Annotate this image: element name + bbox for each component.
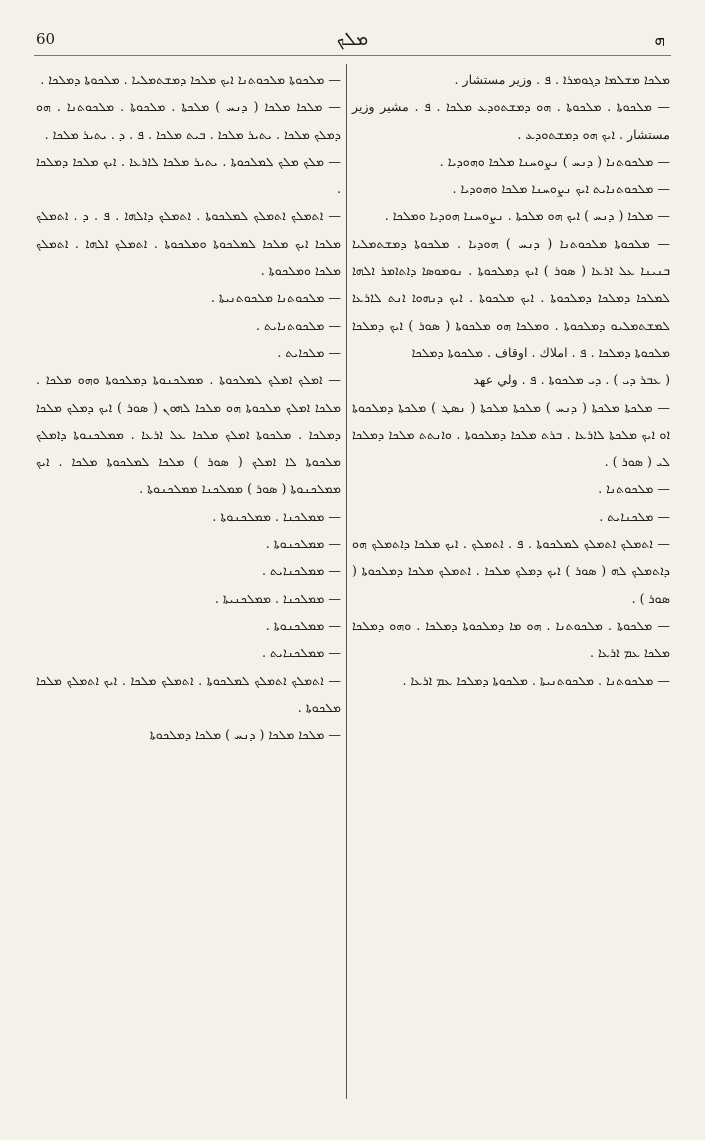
dictionary-entry: — ܡܠܟܘܬܢܐ . ܡܠܟܘܬܢܝܬܐ . ܡܠܟܘܬܐ ܕܡܠܟܐ ܥܡ ܐܪܥܐ . (402, 672, 670, 688)
dictionary-entry: — ܡܡܠܟܢܘܬܐ . (265, 536, 341, 552)
dictionary-entry: — ܡܠܟܘܬܢܐ . (598, 481, 670, 497)
dictionary-entry: — ܡܡܠܟܢܐ . ܡܡܠܟܢܝܬܐ . (214, 590, 341, 606)
dictionary-entry: — ܡܠܟܐ ( ܕܢܚ ) ܐܝܟ ܗܘ ܡܠܟܬܐ . ܢܨܘܚܢܐ ܗܘܕܝܐ ܘܡܠܟܐ . (384, 208, 670, 224)
dictionary-entry: — ܐܬܡܠܟ ܐܬܡܠܟ ܠܡܠܟܘܬܐ . ܐܬܡܠܟ ܕܐܠܗܐ . ܦ . ܕ . ܐܬܡܠܟ ܡܠܟܐ ܐܝܟ ܡܠܟܐ ܠܡܠܟܘܬܐ ܘܡܠܟܘܬܐ . ܐܬܡܠܟ ܐܠܗܐ . ܐܬܡܠܟ ܡܠܟܐ ܘܡܠܟܘܬܐ . (36, 208, 341, 279)
dictionary-entry: — ܡܠܟܘܬܢܐ ( ܕܢܚ ) ܢܨܘܚܢܐ ܡܠܟܐ ܘܗܘܕܝܐ . (439, 153, 670, 169)
dictionary-entry: ܡܠܟܐ ܡܫܠܡܐ ܕܓܘܡܪܐ . ܦ . وزير مستشار . (454, 72, 670, 87)
dictionary-entry: — ܡܠܟܘܬܐ ܡܠܟܘܬܢܐ ܐܝܟ ܡܠܟܐ ܕܡܫܬܡܠܝܐ . ܡܠܟܘܬܐ ܕܡܠܟܐ . (40, 72, 341, 87)
dictionary-entry: — ܡܠܟܘܬܢܐܝܬ ܐܝܟ ܢܨܘܚܢܐ ܡܠܟܐ ܘܗܘܕܝܐ . (452, 181, 670, 197)
page-number: 60 (36, 30, 56, 48)
dictionary-entry: — ܡܠܟܐܝܬ . (277, 344, 341, 360)
dictionary-entry: ( ܥܒܪ ܕܝ ) . ܕܝ ܡܠܟܘܬܐ . ܦ . ولي عهد (473, 372, 670, 388)
section-letter: ܗ (654, 30, 665, 50)
dictionary-entry: — ܡܠܟܘܬܐ . ܡܠܟܘܬܢܐ . ܗܘ ܡܐ ܕܡܠܟܘܬܐ ܕܡܠܟܐ . ܘܗܘ ܕܡܠܟܐ ܡܠܟܐ ܥܡ ܐܪܥܐ . (352, 617, 670, 661)
dictionary-entry: — ܐܡܠܟ ܐܡܠܟ ܠܡܠܟܘܬܐ . ܡܡܠܟܢܘܬܐ ܕܡܠܟܘܬܐ ܘܗܘ ܡܠܟܐ . ܡܠܟܐ ܐܡܠܟ ܡܠܟܘܬܐ ܗܘ ܡܠܟܐ ܠܗܘܢ ( ܣܘܪ ) ܐܝܟ ܕܡܠܟ ܡܠܟܐ ܕܡܠܟܐ . ܡܠܟܘܬܐ ܐܡܠܟ ܡܠܟܐ ܥܠ ܐܪܥܐ . ܡܡܠܟܢܘܬܐ ܕܐܡܠܟ ܡܠܟܘܬܐ ܠܐ ܐܡܠܟ ( ܣܘܪ ) ܡܠܟܐ ܠܡܠܟܘܬܐ ܡܠܟܐ . ܐܝܟ ܡܡܠܟܢܘܬܐ ( ܣܘܪ ) ܡܡܠܟܢܐ ܡܡܠܟܢܘܬܐ . (36, 372, 341, 497)
header-rule (34, 55, 671, 56)
dictionary-entry: — ܐܬܡܠܟ ܐܬܡܠܟ ܠܡܠܟܘܬܐ . ܐܬܡܠܟ ܡܠܟܐ . ܐܝܟ ܐܬܡܠܟ ܡܠܟܐ ܡܠܟܘܬܐ . (36, 672, 341, 715)
dictionary-entry: — ܡܠܟܐ ܡܠܟܐ ( ܕܢܚ ) ܡܠܟܬܐ . ܡܠܟܘܬܐ . ܡܠܟܘܬܢܐ . ܗܘ ܕܡܠܟ ܡܠܟܐ . ܝܬܝܪ ܡܠܟܐ . ܒܝܬ ܡܠܟܐ . ܦ . ܕ . ܝܬܝܪ ܡܠܟܐ . (36, 99, 341, 142)
dictionary-entry: — ܡܡܠܟܢܐ . ܡܡܠܟܢܘܬܐ . (212, 508, 341, 524)
dictionary-entry: — ܡܡܠܟܢܐܝܬ . (261, 563, 341, 579)
page-header (0, 0, 705, 52)
dictionary-entry: — ܡܠܟܢܐܝܬ . (599, 508, 670, 524)
column-divider (346, 64, 347, 1099)
dictionary-entry: — ܡܠܟ ܡܠܟ ܠܡܠܟܘܬܐ . ܝܬܝܪ ܡܠܟܐ ܠܐܪܥܐ . ܐܝܟ ܡܠܟܐ ܕܡܠܟܐ . (36, 153, 341, 197)
dictionary-entry: — ܡܡܠܟܢܐܝܬ . (261, 645, 341, 661)
running-head: ܡܠܟ (336, 28, 369, 50)
dictionary-entry: — ܡܠܟܘܬܐ ܡܠܟܘܬܢܐ ( ܕܢܚ ) ܗܘܕܝܐ . ܡܠܟܘܬܐ ܕܡܫܬܡܠܝܐ ܒܢܝܢܐ ܥܠ ܐܪܥܐ ( ܣܘܪ ) ܐܝܟ ܕܡܠܟܘܬܐ . ܢܘܡܘܣܐ ܕܐܬܐܡܪ ܐܠܗܐ ܠܡܠܟܐ ܕܡܠܟܐ ܕܡܠܟܘܬܐ . ܐܝܟ ܡܠܟܘܬܐ . ܐܝܟ ܕܢܗܘܐ ܐܢܬ ܠܐܪܥܐ ܠܡܫܬܡܠܝܘ ܕܡܠܟܘܬܐ . ܘܡܠܟܐ ܗܘ ܡܠܟܘܬܐ ( ܣܘܪ ) ܐܝܟ ܕܡܠܟܐ ܡܠܟܘܬܐ ܕܡܠܟܐ . ܦ . املاك . اوقاف . ܡܠܟܘܬܐ ܕܡܠܟܐ (352, 235, 670, 360)
dictionary-entry: — ܡܠܟܘܬܢܐ ܡܠܟܘܬܢܝܬܐ . (210, 290, 341, 306)
dictionary-entry: — ܡܠܟܬܐ ܡܠܟܬܐ ( ܕܢܚ ) ܡܠܟܬܐ ܡܠܟܬܐ ( ܢܣܛ ) ܡܠܟܬܐ ܕܡܠܟܘܬܐ ܐܘ ܐܝܟ ܡܠܟܬܐ ܠܐܪܥܐ . ܒܪܬ ܡܠܟܐ ܕܡܠܟܘܬܐ . ܘܐܢܬܬ ܡܠܟܐ ܕܡܠܟܐ ܠܝ ( ܣܘܪ ) . (352, 399, 670, 470)
dictionary-entry: — ܡܠܟܘܬܐ . ܡܠܟܘܬܐ . ܗܘ ܕܡܫܬܘܕܥ ܡܠܟܐ . ܦ . مشير وزير مستشار . ܐܝܟ ܗܘ ܕܡܫܬܘܕܥ . (352, 99, 670, 142)
dictionary-entry: — ܐܬܡܠܟ ܐܬܡܠܟ ܠܡܠܟܘܬܐ . ܦ . ܐܬܡܠܟ . ܐܝܟ ܡܠܟܐ ܕܐܬܡܠܟ ܗܘ ܕܐܬܡܠܟ ܠܗ ( ܣܘܪ ) ܐܝܟ ܕܡܠܟ ܡܠܟܐ . ܐܬܡܠܟ ܡܠܟܐ ܕܡܠܟܘܬܐ ( ܣܘܪ ) . (352, 536, 670, 606)
dictionary-entry: — ܡܠܟܘܬܢܐܝܬ . (256, 317, 341, 333)
dictionary-entry: — ܡܡܠܟܢܘܬܐ . (265, 617, 341, 633)
right-column (352, 66, 670, 694)
left-column (36, 66, 341, 748)
dictionary-entry: — ܡܠܟܐ ܡܠܟܐ ( ܕܢܚ ) ܡܠܟܐ ܕܡܠܟܘܬܐ (149, 727, 341, 743)
